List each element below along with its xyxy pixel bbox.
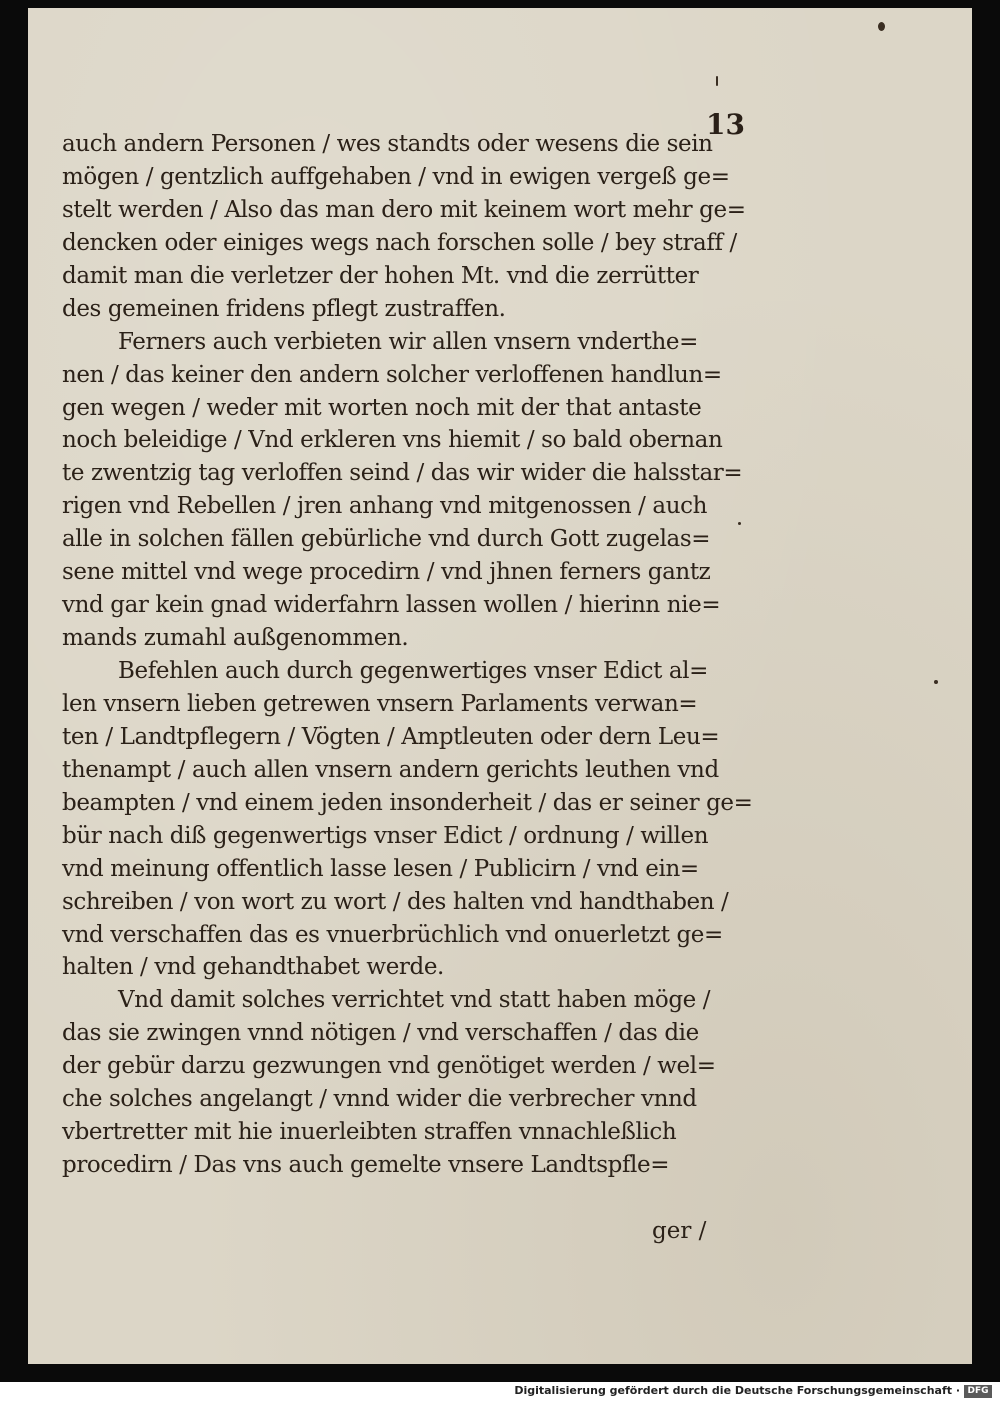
text-line: alle in solchen fällen gebürliche vnd durch Gott zugelas=	[62, 526, 711, 553]
catchword: ger /	[652, 1218, 707, 1244]
text-line: che solches angelangt / vnnd wider die verbrecher vnnd	[62, 1086, 697, 1113]
paragraph-start-line: Befehlen auch durch gegenwertiges vnser Edict al=	[118, 658, 709, 684]
text-line: vnd meinung offentlich lasse lesen / Publicirn / vnd ein=	[62, 855, 699, 882]
text-line: beampten / vnd einem jeden insonderheit / das er seiner ge=	[62, 789, 753, 816]
ink-speck	[738, 522, 741, 525]
ink-speck	[716, 76, 718, 86]
text-line: dencken oder einiges wegs nach forschen solle / bey straff /	[62, 229, 737, 256]
text-line: noch beleidige / Vnd erkleren vns hiemit / so bald obernan	[62, 427, 723, 454]
text-line: sene mittel vnd wege procedirn / vnd jhnen ferners gantz	[62, 559, 711, 586]
paragraph-start-line: Ferners auch verbieten wir allen vnsern vnderthe=	[118, 328, 698, 355]
text-line: vbertretter mit hie inuerleibten straffen vnnachleßlich	[62, 1119, 677, 1146]
ink-speck	[934, 680, 938, 684]
text-line: der gebür darzu gezwungen vnd genötiget werden / wel=	[62, 1053, 716, 1080]
text-line: bür nach diß gegenwertigs vnser Edict / ordnung / willen	[62, 822, 709, 849]
text-line: auch andern Personen / wes standts oder wesens die sein	[62, 131, 713, 157]
text-line: vnd gar kein gnad widerfahrn lassen wollen / hierinn nie=	[62, 592, 721, 619]
text-line: damit man die verletzer der hohen Mt. vnd die zerrütter	[62, 262, 699, 289]
text-line: gen wegen / weder mit worten noch mit der that antaste	[62, 394, 702, 421]
text-line: rigen vnd Rebellen / jren anhang vnd mitgenossen / auch	[62, 493, 708, 520]
text-line: halten / vnd gehandthabet werde.	[62, 954, 444, 981]
footer-bar	[0, 1382, 1000, 1401]
text-line: thenampt / auch allen vnsern andern gerichts leuthen vnd	[62, 756, 719, 783]
text-line: vnd verschaffen das es vnuerbrüchlich vnd onuerletzt ge=	[62, 921, 723, 948]
text-line: des gemeinen fridens pflegt zustraffen.	[62, 295, 506, 322]
text-line: te zwentzig tag verloffen seind / das wir wider die halsstar=	[62, 460, 743, 487]
ink-speck	[878, 22, 885, 31]
text-line: ten / Landtpflegern / Vögten / Amptleuten oder dern Leu=	[62, 723, 720, 750]
text-line: stelt werden / Also das man dero mit keinem wort mehr ge=	[62, 196, 746, 223]
text-line: schreiben / von wort zu wort / des halten vnd handthaben /	[62, 888, 729, 915]
text-line: nen / das keiner den andern solcher verloffenen handlun=	[62, 361, 722, 388]
text-line: procedirn / Das vns auch gemelte vnsere Landtspfle=	[62, 1152, 670, 1179]
text-line: mögen / gentzlich auffgehaben / vnd in ewigen vergeß ge=	[62, 163, 730, 190]
text-line: len vnsern lieben getrewen vnsern Parlaments verwan=	[62, 690, 698, 717]
text-line: mands zumahl außgenommen.	[62, 625, 409, 652]
body-text	[62, 128, 753, 1182]
paragraph-start-line: Vnd damit solches verrichtet vnd statt haben möge /	[118, 987, 711, 1014]
text-line: das sie zwingen vnnd nötigen / vnd verschaffen / das die	[62, 1020, 699, 1047]
dfg-logo: DFG	[964, 1385, 992, 1398]
funding-notice: Digitalisierung gefördert durch die Deutsche Forschungsgemeinschaft ·	[514, 1384, 960, 1397]
page-number: 13	[706, 108, 745, 141]
